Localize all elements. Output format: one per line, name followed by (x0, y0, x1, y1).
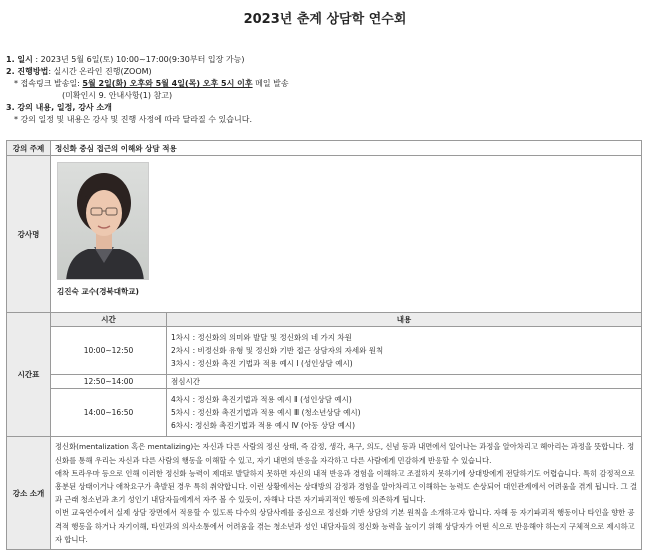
intro-paragraph: 애착 트라우마 등으로 인해 이러한 정신화 능력이 제대로 발달하지 못하면 자신의 내적 반응과 경험을 이해하고 조절하지 못하기에 상대방에게 전달하기도 어렵습니다. 특히 감정적으로 흥분된 상태이거나 애착요구가 촉발된 경우 특히 취약합니다. 이런 상황에서는 상대방의 감정과 경험을 알아차리고 이해하는 능력도 손상되어 대인관계에서 어려움을 겪게 됩니다. 그 결과 근래 청소년과 초기 성인기 내담자들에게서 자주 볼 수 있듯이, 자해나 다른 자기파괴적인 행동에 의존하게 됩니다. (55, 468, 638, 505)
timetable-label: 시간표 (7, 313, 51, 437)
timetable-row (7, 327, 642, 375)
method-value: : 실시간 온라인 진행(ZOOM) (48, 67, 152, 76)
instructor-photo (57, 162, 149, 280)
slot-time: 14:00~16:50 (51, 389, 167, 437)
date-label: 1. 일시 (6, 55, 33, 64)
slot-time: 12:50~14:00 (51, 375, 167, 389)
section3-heading: 3. 강의 내용, 일정, 강사 소개 (6, 103, 112, 112)
instructor-label: 강사명 (7, 156, 51, 313)
slot-content (167, 389, 642, 437)
date-row (6, 54, 646, 66)
slot-line: 4차시 : 정신화 촉진기법과 적용 예시 Ⅱ (성인상담 예시) (171, 394, 352, 404)
lecture-table (6, 140, 642, 550)
slot-line: 5차시 : 정신화 촉진기법과 적용 예시 Ⅲ (청소년상담 예시) (171, 408, 361, 418)
topic-label: 강의 주제 (7, 141, 51, 156)
intro-label: 강소 소개 (7, 437, 51, 550)
method-row (6, 66, 646, 78)
col-content-header: 내용 (167, 313, 642, 327)
slot-line: 3차시 : 정신화 촉진 기법과 적용 예시 Ⅰ (성인상담 예시) (171, 359, 353, 369)
instructor-cell (51, 156, 642, 313)
timetable-row (7, 375, 642, 389)
page-title: 2023년 춘계 상담학 연수회 (243, 12, 407, 27)
slot-line: 점심시간 (171, 377, 200, 386)
method-label: 2. 진행방법 (6, 67, 49, 76)
date-value: : 2023년 5월 6일(토) 10:00~17:00(9:30부터 입장 가능) (32, 55, 245, 64)
timetable-row (7, 389, 642, 437)
slot-line: 1차시 : 정신화의 의미와 발달 및 정신화의 네 가지 차원 (171, 332, 352, 342)
intro-text (51, 437, 642, 550)
link-note: (미확인시 9. 안내사항(1) 참고) (62, 91, 173, 100)
topic-value: 정신화 중심 접근의 이해와 상담 적용 (51, 141, 642, 156)
link-suffix: 메일 발송 (252, 79, 289, 88)
intro-paragraph: 이번 교육연수에서 실제 상담 장면에서 적용할 수 있도록 다수의 상담사례를 중심으로 정신화 기반 상담의 기본 원칙을 소개하고자 합니다. 자해 등 자기파괴적 행동이나 타인을 향한 공격적 행동을 하거나 자기이해, 타인과의 의사소통에서 어려움을 겪는 청소년과 성인 내담자들의 정신화 능력을 높이기 위해 상담자가 어떤 식으로 반응해야 하는지 구체적으로 제시하고자 합니다. (55, 508, 635, 544)
instructor-caption: 김진숙 교수(경북대학교) (57, 287, 139, 296)
schedule-info (6, 54, 646, 126)
slot-line: 6차시: 정신화 촉진기법과 적용 예시 Ⅳ (아동 상담 예시) (171, 421, 356, 431)
section3-note: * 강의 일정 및 내용은 강사 및 진행 사정에 따라 달라질 수 있습니다. (14, 115, 252, 124)
col-time-header: 시간 (51, 313, 167, 327)
link-row (6, 78, 646, 90)
link-dates: 5월 2일(화) 오후와 5월 4일(목) 오후 5시 이후 (82, 79, 253, 88)
slot-line: 2차시 : 비정신화 유형 및 정신화 기반 접근 상담자의 자세와 원칙 (171, 345, 384, 355)
intro-paragraph: 정신화(mentalization 혹은 mentalizing)는 자신과 다른 사람의 정신 상태, 즉 감정, 생각, 욕구, 의도, 신념 등과 내면에서 일어나는 과정을 알아차리고 헤아리는 과정을 뜻합니다. 정신화를 통해 우리는 자신과 다른 사람의 행동을 이해할 수 있고, 자기 내면의 반응을 자각하고 다른 사람에게 민감하게 반응할 수 있습니다. (55, 442, 635, 465)
slot-content (167, 327, 642, 375)
slot-content (167, 375, 642, 389)
slot-time: 10:00~12:50 (51, 327, 167, 375)
link-prefix: * 접속링크 발송일: (14, 79, 83, 88)
